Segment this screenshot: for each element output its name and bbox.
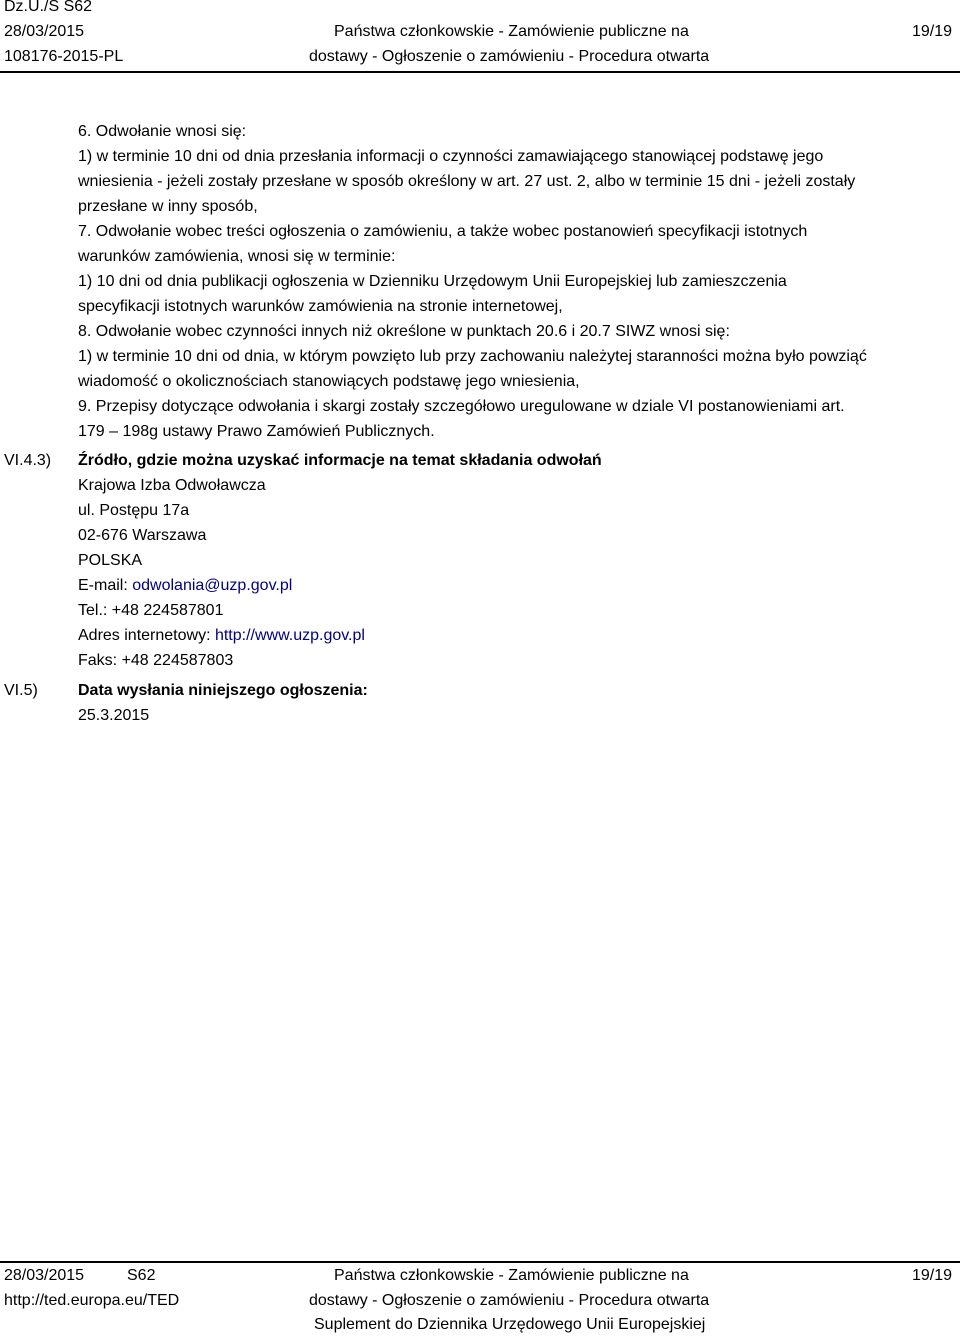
- footer-page-number: 19/19: [912, 1267, 953, 1284]
- text-line: wniesienia - jeżeli zostały przesłane w sposób określony w art. 27 ust. 2, albo w terminie 15 dni - jeżeli zostały: [78, 173, 856, 190]
- website-link[interactable]: http://www.uzp.gov.pl: [214, 627, 365, 644]
- header-title-line1: Państwa członkowskie - Zamówienie publiczne na: [334, 23, 689, 40]
- section-number: VI.5): [4, 682, 38, 699]
- text-line: 6. Odwołanie wnosi się:: [78, 123, 247, 140]
- text-line: warunków zamówienia, wnosi się w terminie:: [78, 248, 396, 265]
- website-row: [78, 623, 365, 648]
- header-date: 28/03/2015: [4, 23, 85, 40]
- footer-date: 28/03/2015: [4, 1267, 85, 1284]
- phone: Tel.: +48 224587801: [78, 602, 224, 619]
- email-row: [78, 573, 292, 598]
- text-line: przesłane w inny sposób,: [78, 198, 258, 215]
- country: POLSKA: [78, 552, 143, 569]
- dispatch-date: 25.3.2015: [78, 707, 150, 724]
- footer-title-line1: Państwa członkowskie - Zamówienie publiczne na: [334, 1267, 689, 1284]
- website-label: Adres internetowy:: [78, 627, 215, 644]
- document-id: 108176-2015-PL: [4, 48, 124, 65]
- header-divider: [0, 71, 960, 73]
- text-line: 7. Odwołanie wobec treści ogłoszenia o zamówieniu, a także wobec postanowień specyfikacji istotnych: [78, 223, 808, 240]
- section-number: VI.4.3): [4, 452, 52, 469]
- section-heading: Źródło, gdzie można uzyskać informacje na temat składania odwołań: [78, 452, 602, 469]
- header-title-line2: dostawy - Ogłoszenie o zamówieniu - Procedura otwarta: [309, 48, 710, 65]
- text-line: wiadomość o okolicznościach stanowiących podstawę jego wniesienia,: [78, 373, 580, 390]
- email-label: E-mail:: [78, 577, 133, 594]
- header-page-number: 19/19: [912, 23, 953, 40]
- section-heading: Data wysłania niniejszego ogłoszenia:: [78, 682, 368, 699]
- fax: Faks: +48 224587803: [78, 652, 234, 669]
- footer-title-line3: Suplement do Dziennika Urzędowego Unii Europejskiej: [314, 1316, 706, 1333]
- text-line: specyfikacji istotnych warunków zamówienia na stronie internetowej,: [78, 298, 563, 315]
- text-line: 8. Odwołanie wobec czynności innych niż określone w punktach 20.6 i 20.7 SIWZ wnosi się:: [78, 323, 730, 340]
- footer-title-line2: dostawy - Ogłoszenie o zamówieniu - Procedura otwarta: [309, 1292, 710, 1309]
- footer-url[interactable]: http://ted.europa.eu/TED: [4, 1292, 180, 1309]
- city-postcode: 02-676 Warszawa: [78, 527, 207, 544]
- journal-ref: Dz.U./S S62: [4, 0, 93, 15]
- footer-series: S62: [127, 1267, 156, 1284]
- street-address: ul. Postępu 17a: [78, 502, 190, 519]
- text-line: 1) 10 dni od dnia publikacji ogłoszenia w Dzienniku Urzędowym Unii Europejskiej lub zamieszczenia: [78, 273, 787, 290]
- text-line: 179 – 198g ustawy Prawo Zamówień Publicznych.: [78, 423, 435, 440]
- organization-name: Krajowa Izba Odwoławcza: [78, 477, 266, 494]
- email-link[interactable]: odwolania@uzp.gov.pl: [132, 577, 293, 594]
- text-line: 9. Przepisy dotyczące odwołania i skargi zostały szczegółowo uregulowane w dziale VI postanowieniami art.: [78, 398, 845, 415]
- text-line: 1) w terminie 10 dni od dnia przesłania informacji o czynności zamawiającego stanowiącej podstawę jego: [78, 148, 824, 165]
- text-line: 1) w terminie 10 dni od dnia, w którym powzięto lub przy zachowaniu należytej staranności można było powziąć: [78, 348, 867, 365]
